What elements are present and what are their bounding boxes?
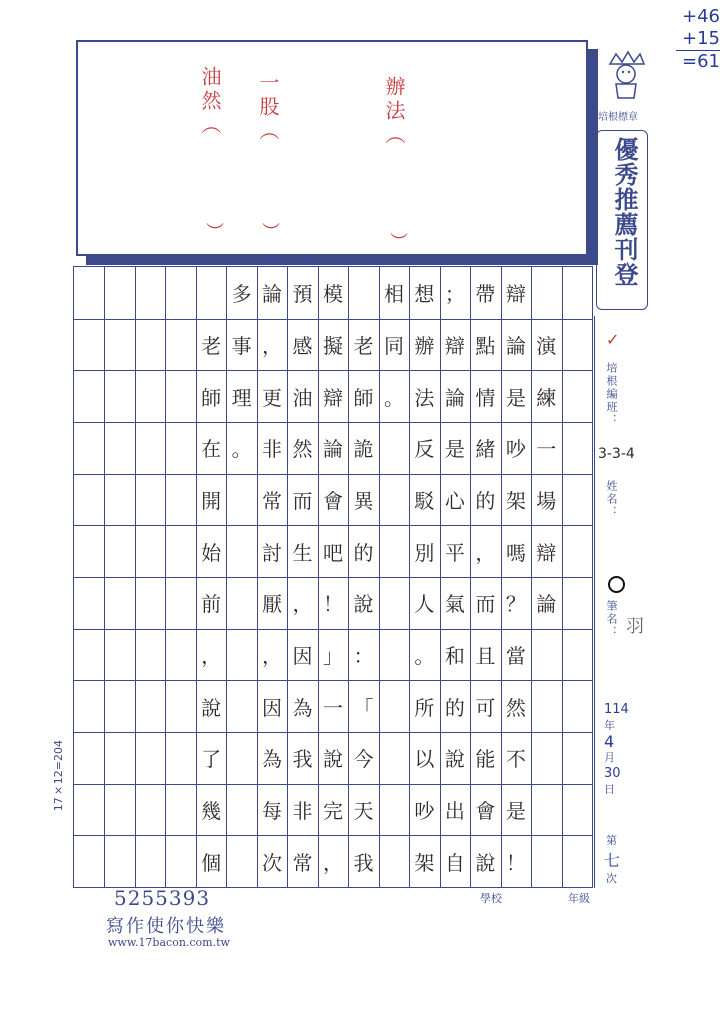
name-label: 姓名：: [605, 480, 618, 519]
grid-cell: 我: [353, 850, 374, 875]
grid-cell: [227, 680, 257, 732]
grid-cell: 為: [262, 747, 283, 772]
times-value: 七: [604, 851, 621, 870]
grid-cell: [531, 267, 561, 319]
grid-cell: [379, 680, 409, 732]
grid-cell: 生: [292, 540, 313, 565]
school-label: 學校: [480, 892, 502, 905]
grid-cell: 辯: [323, 385, 343, 410]
grid-cell: 可: [475, 695, 496, 720]
grid-cell: 老: [353, 333, 374, 358]
brand-url: www.17bacon.com.tw: [108, 936, 230, 949]
grid-cell: 吵: [505, 437, 526, 462]
grid-cell: 想: [414, 282, 435, 307]
grid-cell: 厭: [262, 592, 283, 617]
grid-cell: [227, 525, 257, 577]
grid-cell: 而: [292, 488, 313, 513]
grid-size-label: 17×12=204: [52, 740, 65, 812]
grid-cell: [531, 784, 561, 836]
grid-cell: 。: [231, 437, 252, 462]
grid-cell: [379, 629, 409, 681]
grid-cell: ，: [292, 592, 313, 617]
grid-cell: 次: [262, 850, 283, 875]
grid-cell: 能: [475, 747, 496, 772]
grid-cell: 說: [201, 695, 222, 720]
comment-box: [76, 40, 588, 256]
grid-cell: 師: [353, 385, 374, 410]
circle-mark-icon: [608, 576, 625, 593]
comment-3-close: ）: [387, 232, 408, 250]
grid-cell: 感: [292, 333, 313, 358]
grid-cell: [379, 732, 409, 784]
grid-cell: ，: [323, 850, 343, 875]
grid-cell: 的: [353, 540, 374, 565]
date-day-label: 日: [604, 783, 615, 796]
grid-cell: 練: [536, 385, 557, 410]
grid-cell: [531, 732, 561, 784]
grid-cell: [227, 474, 257, 526]
grid-cell: 而: [475, 592, 496, 617]
grid-cell: 說: [323, 747, 343, 772]
grid-cell: 論: [262, 282, 283, 307]
grid-cell: [379, 784, 409, 836]
grid-cell: 辦: [414, 333, 435, 358]
date: [604, 702, 634, 798]
grid-cell: ：: [353, 643, 374, 668]
grid-cell: 平: [444, 540, 465, 565]
grid-cell: 辯: [505, 282, 526, 307]
grid-cell: [531, 629, 561, 681]
pen-label: 筆名：: [605, 600, 618, 639]
class-label: 培根編班：: [605, 362, 618, 427]
grid-cell: 且: [475, 643, 496, 668]
mascot-icon: [604, 50, 648, 102]
grid-cell: 情: [475, 385, 496, 410]
grid-cell: 說: [475, 850, 496, 875]
grid-cell: [531, 835, 561, 887]
grid-cell: [227, 629, 257, 681]
grid-cell: 吵: [414, 798, 435, 823]
date-month-label: 月: [604, 751, 615, 764]
grid-cell: 油: [292, 385, 313, 410]
grid-cell: 所: [414, 695, 435, 720]
grid-cell: [227, 835, 257, 887]
grid-cell: 幾: [201, 798, 222, 823]
grid-cell: 非: [292, 798, 313, 823]
grid-cell: 一: [323, 695, 343, 720]
grid-cell: 辯: [444, 333, 465, 358]
grid-cell: 同: [383, 333, 404, 358]
times-label: 第: [606, 834, 617, 847]
grid-cell: 出: [444, 798, 465, 823]
grid-cell: 說: [353, 592, 374, 617]
grid-cell: ，: [262, 643, 283, 668]
grid-cell: ，: [475, 540, 496, 565]
grid-cell: 別: [414, 540, 435, 565]
grid-cell: 天: [353, 798, 374, 823]
grid-cell: ！: [505, 850, 526, 875]
grid-cell: [227, 577, 257, 629]
grid-cell: 了: [201, 747, 222, 772]
grid-cell: 事: [231, 333, 252, 358]
stamp-caption: 培根標章: [598, 112, 638, 123]
grid-cell: 反: [414, 437, 435, 462]
grid-cell: 師: [201, 385, 222, 410]
grid-cell: 論: [536, 592, 557, 617]
grid-cell: 相: [383, 282, 404, 307]
side-rule: [594, 316, 595, 888]
grid-cell: 會: [323, 488, 343, 513]
date-year-label: 年: [604, 719, 615, 732]
grid-cell: 自: [444, 850, 465, 875]
grid-cell: 是: [444, 437, 465, 462]
grid-cell: ？: [505, 592, 526, 617]
brand-number: 5255393: [114, 886, 211, 910]
grid-cell: 每: [262, 798, 283, 823]
grid-cell: 非: [262, 437, 283, 462]
grid-cell: 理: [231, 385, 252, 410]
grid-cell: 演: [536, 333, 557, 358]
grid-cell: 因: [262, 695, 283, 720]
grid-cell: 完: [323, 798, 343, 823]
grid-cell: 帶: [475, 282, 496, 307]
grid-cell: 不: [505, 747, 526, 772]
grid-cell: 我: [292, 747, 313, 772]
grid-cell: 的: [475, 488, 496, 513]
grid-cell: 為: [292, 695, 313, 720]
date-day: 30: [604, 766, 621, 781]
pen-value: 羽: [626, 616, 644, 637]
grid-cell: 駁: [414, 488, 435, 513]
grid-cell: ！: [323, 592, 343, 617]
grid-cell: 架: [414, 850, 435, 875]
grid-cell: [531, 680, 561, 732]
grid-cell: 緒: [475, 437, 496, 462]
grid-cell: 和: [444, 643, 465, 668]
grid-cell: 嗎: [505, 540, 526, 565]
grid-cell: [379, 474, 409, 526]
comment-3: 辦法（: [382, 76, 406, 148]
grid-cell: 心: [444, 488, 465, 513]
grid-cell: ，: [262, 333, 283, 358]
comment-2: 一股（: [256, 72, 280, 144]
grid-cell: 在: [201, 437, 222, 462]
grid-cell: [348, 267, 378, 319]
grid-cell: 會: [475, 798, 496, 823]
grid-cell: 多: [231, 282, 252, 307]
grid-cell: 「: [353, 695, 374, 720]
score-line-2: +15: [676, 28, 720, 51]
brand-slogan: 寫作使你快樂: [106, 916, 226, 937]
grid-cell: [379, 422, 409, 474]
grid-cell: [379, 835, 409, 887]
grid-cell: 常: [292, 850, 313, 875]
grid-cell: 。: [383, 385, 404, 410]
grid-cell: 開: [201, 488, 222, 513]
grid-cell: 然: [292, 437, 313, 462]
grid-cell: 預: [292, 282, 313, 307]
grid-cell: 點: [475, 333, 496, 358]
grid-cell: 更: [262, 385, 283, 410]
grid-cell: 吧: [323, 540, 343, 565]
date-year: 114: [604, 702, 629, 717]
grid-cell: 場: [536, 488, 557, 513]
grid-cell: 詭: [353, 437, 374, 462]
grid-cell: 架: [505, 488, 526, 513]
grid-cell: [227, 732, 257, 784]
grid-cell: [227, 784, 257, 836]
grid-cell: 的: [444, 695, 465, 720]
grid-cell: 當: [505, 643, 526, 668]
grid-cell: 辯: [536, 540, 557, 565]
class-value: 3-3-4: [598, 446, 635, 462]
grid-cell: 始: [201, 540, 222, 565]
grid-cell: 異: [353, 488, 374, 513]
grid-cell: 是: [505, 385, 526, 410]
grid-cell: 今: [353, 747, 374, 772]
grid-cell: 前: [201, 592, 222, 617]
grid-cell: 論: [505, 333, 526, 358]
grid-cell: 因: [292, 643, 313, 668]
grid-cell: 常: [262, 488, 283, 513]
grid-cell: 論: [323, 437, 343, 462]
grid-cell: 以: [414, 747, 435, 772]
grid-cell: 擬: [323, 333, 343, 358]
grid-cell: 是: [505, 798, 526, 823]
grid-cell: 論: [444, 385, 465, 410]
score-line-1: +46: [682, 6, 720, 27]
score-line-3: =61: [682, 51, 720, 72]
grade-label: 年級: [568, 892, 590, 905]
grid-cell: [379, 577, 409, 629]
grid-cell: ；: [444, 282, 465, 307]
grid-cell: 」: [323, 643, 343, 668]
grid-cell: 討: [262, 540, 283, 565]
times-suffix: 次: [606, 872, 617, 885]
grid-cell: 氣: [444, 592, 465, 617]
comment-1: 油然（: [198, 66, 222, 138]
recommendation-stamp: [596, 130, 648, 310]
comment-2-close: ）: [259, 222, 280, 240]
grid-cell: 一: [536, 437, 557, 462]
manuscript-grid: [73, 266, 593, 888]
comment-1-close: ）: [203, 222, 224, 240]
grid-cell: 。: [414, 643, 435, 668]
grid-cell: 老: [201, 333, 222, 358]
date-month: 4: [604, 732, 615, 751]
stamp-title: 優秀推薦刊登: [610, 137, 638, 287]
grid-cell: [379, 525, 409, 577]
grid-cell: 然: [505, 695, 526, 720]
grid-cell: 說: [444, 747, 465, 772]
grid-cell: 個: [201, 850, 222, 875]
grid-cell: 模: [323, 282, 343, 307]
grid-cell: ，: [201, 643, 222, 668]
score: [676, 6, 720, 73]
grid-cell: [196, 267, 226, 319]
grid-cell: 法: [414, 385, 435, 410]
grid-cell: 人: [414, 592, 435, 617]
check-mark-icon: ✓: [606, 330, 620, 349]
